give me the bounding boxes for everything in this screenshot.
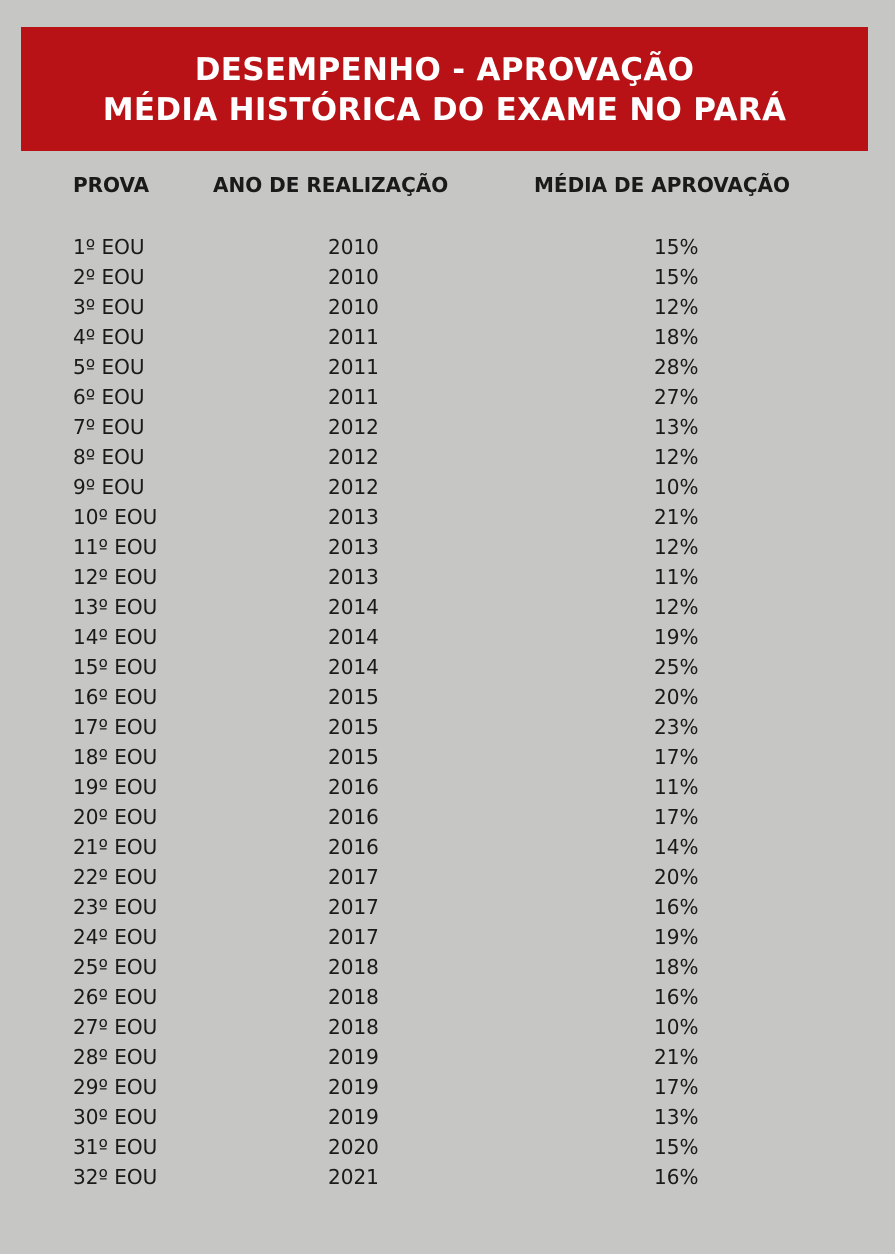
cell-media: 18% [654, 955, 699, 979]
cell-prova: 2º EOU [73, 265, 145, 289]
cell-media: 13% [654, 1105, 699, 1129]
table-row [0, 862, 895, 892]
cell-ano: 2019 [328, 1075, 379, 1099]
cell-prova: 28º EOU [73, 1045, 158, 1069]
cell-ano: 2020 [328, 1135, 379, 1159]
table-row [0, 382, 895, 412]
table-row [0, 742, 895, 772]
cell-media: 15% [654, 235, 699, 259]
page-title: DESEMPENHO - APROVAÇÃO [194, 52, 695, 88]
table-row [0, 322, 895, 352]
title-banner [21, 27, 868, 151]
cell-prova: 23º EOU [73, 895, 158, 919]
table-row [0, 1102, 895, 1132]
cell-media: 12% [654, 445, 699, 469]
cell-ano: 2012 [328, 475, 379, 499]
cell-prova: 22º EOU [73, 865, 158, 889]
table-row [0, 352, 895, 382]
cell-prova: 24º EOU [73, 925, 158, 949]
cell-media: 10% [654, 1015, 699, 1039]
table-row [0, 442, 895, 472]
cell-ano: 2014 [328, 655, 379, 679]
cell-ano: 2010 [328, 235, 379, 259]
cell-prova: 8º EOU [73, 445, 145, 469]
cell-prova: 5º EOU [73, 355, 145, 379]
cell-prova: 10º EOU [73, 505, 158, 529]
cell-prova: 11º EOU [73, 535, 158, 559]
cell-prova: 31º EOU [73, 1135, 158, 1159]
table-row [0, 1012, 895, 1042]
cell-ano: 2015 [328, 745, 379, 769]
cell-ano: 2011 [328, 325, 379, 349]
table-row [0, 232, 895, 262]
page-subtitle: MÉDIA HISTÓRICA DO EXAME NO PARÁ [102, 92, 787, 128]
table-row [0, 1042, 895, 1072]
cell-media: 19% [654, 625, 699, 649]
cell-ano: 2012 [328, 415, 379, 439]
table-row [0, 412, 895, 442]
table-row [0, 622, 895, 652]
cell-prova: 14º EOU [73, 625, 158, 649]
cell-ano: 2011 [328, 355, 379, 379]
cell-ano: 2016 [328, 835, 379, 859]
table-row [0, 802, 895, 832]
cell-ano: 2014 [328, 595, 379, 619]
table-row [0, 472, 895, 502]
cell-media: 18% [654, 325, 699, 349]
cell-prova: 16º EOU [73, 685, 158, 709]
cell-media: 28% [654, 355, 699, 379]
cell-prova: 25º EOU [73, 955, 158, 979]
cell-ano: 2019 [328, 1045, 379, 1069]
cell-media: 14% [654, 835, 699, 859]
table-row [0, 1072, 895, 1102]
table-row [0, 982, 895, 1012]
cell-ano: 2015 [328, 715, 379, 739]
cell-prova: 3º EOU [73, 295, 145, 319]
cell-ano: 2017 [328, 895, 379, 919]
cell-prova: 15º EOU [73, 655, 158, 679]
cell-ano: 2014 [328, 625, 379, 649]
cell-prova: 4º EOU [73, 325, 145, 349]
cell-ano: 2013 [328, 565, 379, 589]
cell-prova: 12º EOU [73, 565, 158, 589]
cell-media: 17% [654, 805, 699, 829]
cell-ano: 2013 [328, 535, 379, 559]
cell-media: 12% [654, 535, 699, 559]
table-row [0, 952, 895, 982]
table-body [0, 232, 895, 1192]
table-row [0, 892, 895, 922]
cell-ano: 2017 [328, 925, 379, 949]
table-row [0, 832, 895, 862]
cell-media: 17% [654, 745, 699, 769]
cell-ano: 2016 [328, 775, 379, 799]
cell-ano: 2018 [328, 985, 379, 1009]
column-header-media: MÉDIA DE APROVAÇÃO [534, 173, 791, 197]
cell-prova: 7º EOU [73, 415, 145, 439]
cell-prova: 1º EOU [73, 235, 145, 259]
cell-prova: 29º EOU [73, 1075, 158, 1099]
cell-ano: 2017 [328, 865, 379, 889]
table-row [0, 262, 895, 292]
table-row [0, 712, 895, 742]
table-row [0, 502, 895, 532]
cell-prova: 13º EOU [73, 595, 158, 619]
cell-media: 15% [654, 265, 699, 289]
cell-ano: 2015 [328, 685, 379, 709]
cell-prova: 32º EOU [73, 1165, 158, 1189]
cell-prova: 9º EOU [73, 475, 145, 499]
cell-media: 21% [654, 505, 699, 529]
cell-media: 17% [654, 1075, 699, 1099]
cell-media: 27% [654, 385, 699, 409]
cell-ano: 2019 [328, 1105, 379, 1129]
cell-prova: 17º EOU [73, 715, 158, 739]
cell-media: 20% [654, 685, 699, 709]
cell-media: 11% [654, 565, 699, 589]
cell-ano: 2018 [328, 1015, 379, 1039]
cell-ano: 2018 [328, 955, 379, 979]
column-header-ano: ANO DE REALIZAÇÃO [213, 173, 449, 197]
cell-media: 20% [654, 865, 699, 889]
cell-ano: 2012 [328, 445, 379, 469]
cell-prova: 26º EOU [73, 985, 158, 1009]
cell-media: 16% [654, 985, 699, 1009]
table-row [0, 652, 895, 682]
cell-prova: 19º EOU [73, 775, 158, 799]
cell-prova: 20º EOU [73, 805, 158, 829]
cell-media: 16% [654, 1165, 699, 1189]
table-row [0, 592, 895, 622]
table-row [0, 1162, 895, 1192]
cell-ano: 2013 [328, 505, 379, 529]
cell-media: 11% [654, 775, 699, 799]
cell-media: 25% [654, 655, 699, 679]
table-row [0, 922, 895, 952]
cell-ano: 2010 [328, 265, 379, 289]
cell-prova: 18º EOU [73, 745, 158, 769]
table-row [0, 562, 895, 592]
cell-media: 15% [654, 1135, 699, 1159]
cell-ano: 2010 [328, 295, 379, 319]
cell-media: 10% [654, 475, 699, 499]
cell-media: 19% [654, 925, 699, 949]
cell-media: 21% [654, 1045, 699, 1069]
table-row [0, 532, 895, 562]
table-row [0, 682, 895, 712]
table-row [0, 1132, 895, 1162]
column-header-prova: PROVA [73, 173, 150, 197]
cell-media: 23% [654, 715, 699, 739]
cell-prova: 21º EOU [73, 835, 158, 859]
cell-media: 13% [654, 415, 699, 439]
cell-media: 16% [654, 895, 699, 919]
table-row [0, 772, 895, 802]
cell-prova: 6º EOU [73, 385, 145, 409]
cell-ano: 2016 [328, 805, 379, 829]
table-row [0, 292, 895, 322]
cell-ano: 2021 [328, 1165, 379, 1189]
cell-prova: 30º EOU [73, 1105, 158, 1129]
cell-media: 12% [654, 595, 699, 619]
cell-media: 12% [654, 295, 699, 319]
cell-prova: 27º EOU [73, 1015, 158, 1039]
cell-ano: 2011 [328, 385, 379, 409]
